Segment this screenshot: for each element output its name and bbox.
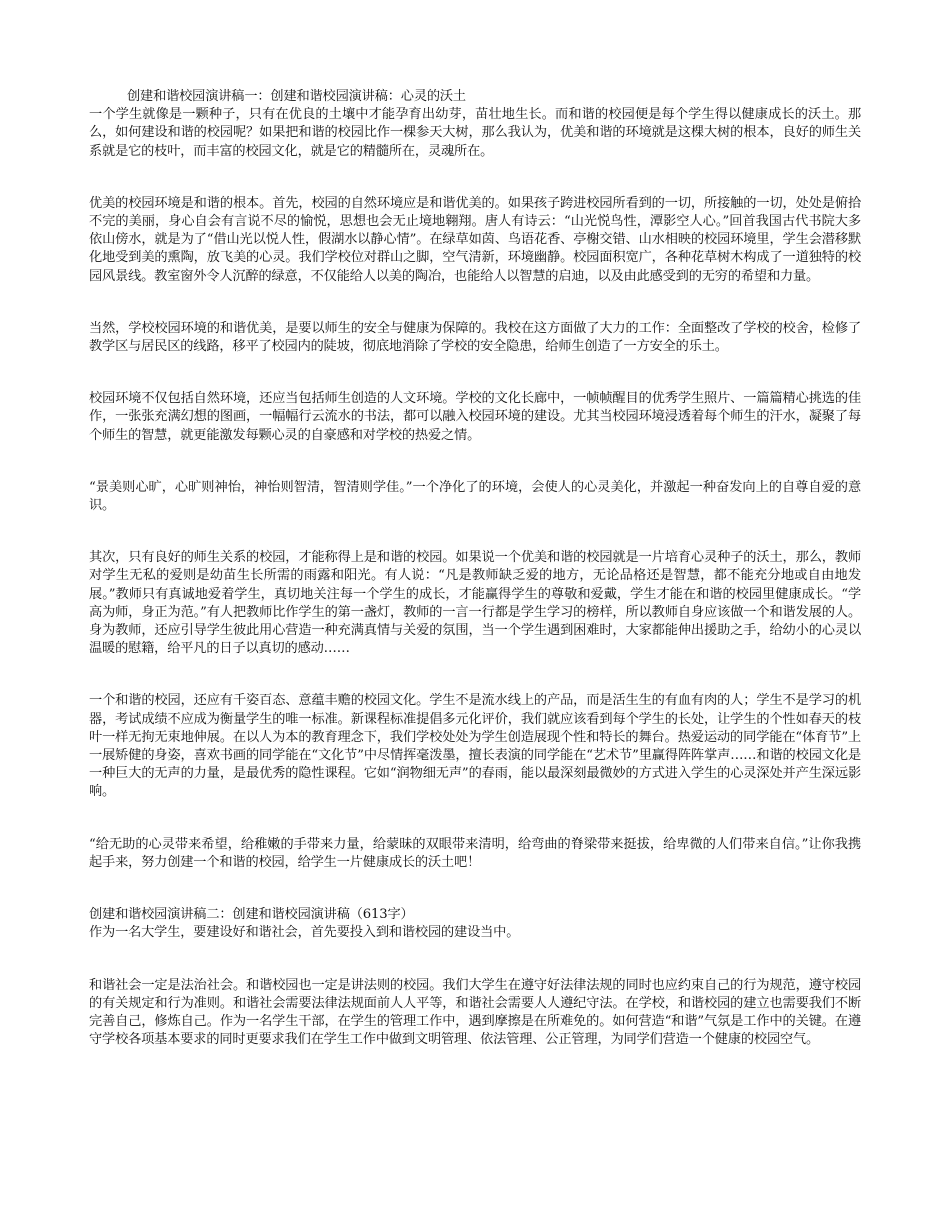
- paragraph-2: 优美的校园环境是和谐的根本。首先，校园的自然环境应是和谐优美的。如果孩子跨进校园所看到的一切，所接触的一切，处处是俯拾不完的美丽，身心自会有言说不尽的愉悦，思想也会无止境地翱翔。唐人有诗云：“山光悦鸟性，潭影空人心。”回首我国古代书院大多依山傍水，就是为了“借山光以悦人性，假湖水以静心情”。在绿草如茵、鸟语花香、亭榭交错、山水相映的校园环境里，学生会潜移默化地受到美的熏陶，放飞美的心灵。我们学校位对群山之脚，空气清新，环境幽静。校园面积宽广，各种花草树木构成了一道独特的校园风景线。教室窗外令人沉醉的绿意，不仅能给人以美的陶冶，也能给人以智慧的启迪，以及由此感受到的无穷的希望和力量。: [89, 195, 861, 284]
- paragraph-8: “给无助的心灵带来希望，给稚嫩的手带来力量，给蒙昧的双眼带来清明，给弯曲的脊梁带来挺拔，给卑微的人们带来自信。”让你我携起手来，努力创建一个和谐的校园，给学生一片健康成长的沃土吧！: [89, 836, 861, 870]
- paragraph-7: 一个和谐的校园，还应有千姿百态、意蕴丰赡的校园文化。学生不是流水线上的产品，而是活生生的有血有肉的人；学生不是学习的机器，考试成绩不应成为衡量学生的唯一标准。新课程标准提倡多元化评价，我们就应该看到每个学生的长处，让学生的个性如春天的枝叶一样无拘无束地伸展。在以人为本的教育理念下，我们学校处处为学生创造展现个性和特长的舞台。热爱运动的同学能在“体育节”上一展矫健的身姿，喜欢书画的同学能在“文化节”中尽情挥毫泼墨，擅长表演的同学能在“艺术节”里赢得阵阵掌声……和谐的校园文化是一种巨大的无声的力量，是最优秀的隐性课程。它如“润物细无声”的春雨，能以最深刻最微妙的方式进入学生的心灵深处并产生深远影响。: [89, 693, 861, 800]
- paragraph-gap: [89, 515, 861, 549]
- paragraph-gap: [89, 286, 861, 320]
- paragraph-4: 校园环境不仅包括自然环境，还应当包括师生创造的人文环境。学校的文化长廊中，一帧帧醒目的优秀学生照片、一篇篇精心挑选的佳作，一张张充满幻想的图画，一幅幅行云流水的书法，都可以融入校园环境的建设。尤其当校园环境浸透着每个师生的汗水，凝聚了每个师生的智慧，就更能激发每颗心灵的自豪感和对学校的热爱之情。: [89, 391, 861, 443]
- document-body: [89, 88, 861, 1049]
- paragraph-gap: [89, 658, 861, 692]
- paragraph-6: 其次，只有良好的师生关系的校园，才能称得上是和谐的校园。如果说一个优美和谐的校园就是一片培育心灵种子的沃土，那么，教师对学生无私的爱则是幼苗生长所需的雨露和阳光。有人说：“凡是教师缺乏爱的地方，无论品格还是智慧，都不能充分地或自由地发展。”教师只有真诚地爱着学生，真切地关注每一个学生的成长，才能赢得学生的尊敬和爱戴，学生才能在和谐的校园里健康成长。“学高为师，身正为范。”有人把教师比作学生的第一盏灯，教师的一言一行都是学生学习的榜样，所以教师自身应该做一个和谐发展的人。身为教师，还应引导学生彼此用心营造一种充满真情与关爱的氛围，当一个学生遇到困难时，大家都能伸出援助之手，给幼小的心灵以温暖的慰籍，给平凡的日子以真切的感动……: [89, 550, 861, 657]
- paragraph-gap: [89, 802, 861, 836]
- paragraph-3: 当然，学校校园环境的和谐优美，是要以师生的安全与健康为保障的。我校在这方面做了大力的工作：全面整改了学校的校舍，检修了教学区与居民区的线路，移平了校园内的陡坡，彻底地消除了学校的安全隐患，给师生创造了一方安全的乐土。: [89, 320, 861, 355]
- paragraph-gap: [89, 445, 861, 479]
- paragraph-gap: [89, 872, 861, 906]
- paragraph-gap: [89, 356, 861, 390]
- paragraph-1: 一个学生就像是一颗种子，只有在优良的土壤中才能孕育出幼芽，苗壮地生长。而和谐的校园便是每个学生得以健康成长的沃土。那么，如何建设和谐的校园呢？如果把和谐的校园比作一棵参天大树，那么我认为，优美和谐的环境就是这棵大树的根本，良好的师生关系就是它的枝叶，而丰富的校园文化，就是它的精髓所在，灵魂所在。: [89, 107, 861, 159]
- paragraph-10: 和谐社会一定是法治社会。和谐校园也一定是讲法则的校园。我们大学生在遵守好法律法规的同时也应约束自己的行为规范，遵守校园的有关规定和行为准则。和谐社会需要法律法规面前人人平等，和谐社会需要人人遵纪守法。在学校，和谐校园的建立也需要我们不断完善自己，修炼自己。作为一名学生干部，在学生的管理工作中，遇到摩擦是在所难免的。如何营造“和谐”气氛是工作中的关键。在遵守学校各项基本要求的同时更要求我们在学生工作中做到文明管理、依法管理、公正管理，为同学们营造一个健康的校园空气。: [89, 977, 861, 1048]
- paragraph-9: 作为一名大学生，要建设好和谐社会，首先要投入到和谐校园的建设当中。: [89, 925, 520, 941]
- section-title-2: 创建和谐校园演讲稿二：创建和谐校园演讲稿（613字）: [89, 907, 414, 923]
- paragraph-gap: [89, 161, 861, 195]
- paragraph-gap: [89, 943, 861, 977]
- paragraph-5: “景美则心旷，心旷则神怡，神怡则智清，智清则学佳。”一个净化了的环境，会使人的心灵美化，并激起一种奋发向上的自尊自爱的意识。: [89, 479, 861, 514]
- section-title-1: 创建和谐校园演讲稿一：创建和谐校园演讲稿：心灵的沃土: [127, 89, 466, 104]
